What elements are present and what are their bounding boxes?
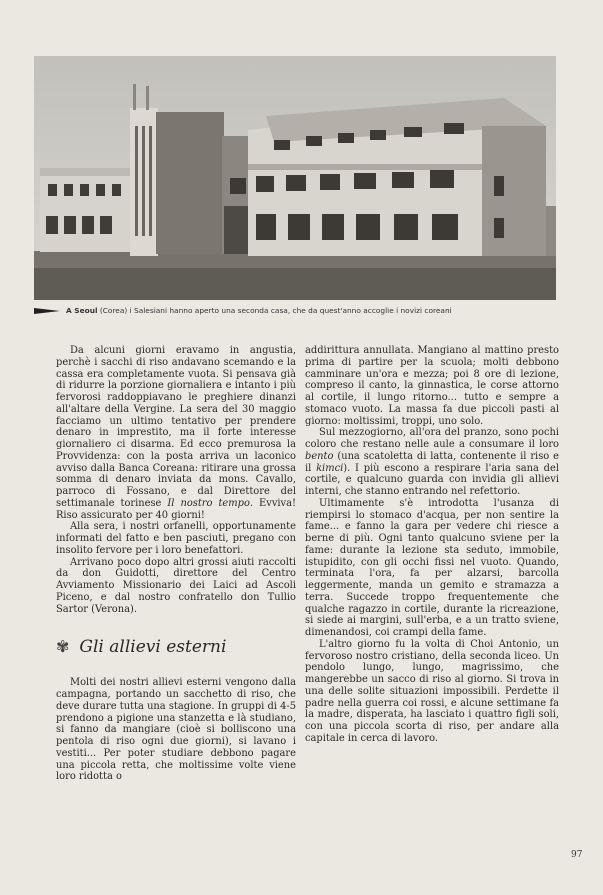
paragraph: Alla sera, i nostri orfanelli, opportunamente informati del fatto e ben pasciuti, pregano con insolito fervore per i loro benefattori. (56, 521, 296, 556)
right-column (305, 345, 559, 745)
caption-text: (Corea) i Salesiani hanno aperto una seconda casa, che da quest'anno accoglie i novizi coreani (97, 306, 452, 315)
photo-caption (34, 306, 558, 316)
paragraph: L'altro giorno fu la volta di Choi Antonio, un fervoroso nostro cristiano, della seconda liceo. Un pendolo lungo, lungo, magrissimo, che mangerebbe un sacco di riso al giorno. Si trova in una delle solite situazioni impossibili. Perdette il padre nella guerra coi rossi, e alcune settimane fa la madre, disperata, ha lasciato i quattro figli soli, con una piccola scorta di riso, per andare alla capitale in cerca di lavoro. (305, 638, 559, 744)
paragraph-text: . Evviva! Riso assicurato per 40 giorni! (56, 497, 296, 521)
paragraph: addirittura annullata. Mangiano al mattino presto prima di partire per la scuola; molti debbono camminare un'ora e mezza; poi 8 ore di lezione, compreso il canto, la ginnastica, le corse attorno al cortile, il lungo ritorno... tutto e sempre a stomaco vuoto. La massa fa due piccoli pasti al giorno: moltissimi, troppi, uno solo. (305, 345, 559, 427)
section-title: Gli allievi esterni (79, 637, 227, 658)
left-column (56, 345, 296, 783)
paragraph-text: Sul mezzogiorno, all'ora del pranzo, sono pochi coloro che restano nelle aule a consumare il loro (305, 427, 559, 450)
magazine-title: Il nostro tempo (167, 497, 250, 509)
building-photo-icon (34, 56, 556, 300)
paragraph: Arrivano poco dopo altri grossi aiuti raccolti da don Guidotti, direttore del Centro Avviamento Missionario dei Laici ad Ascoli Piceno, e dal nostro confratello don Tullio Sartor (Verona). (56, 556, 296, 615)
caption-arrow-icon (34, 308, 60, 314)
paragraph: Ultimamente s'è introdotta l'usanza di riempirsi lo stomaco d'acqua, per non sentire la fame... e fanno la gara per vedere chi riesce a berne di più. Ogni tanto qualcuno sviene per la fame: durante la lezione sta seduto, immobile, istupidito, con gli occhi fissi nel vuoto. Quando, terminata l'ora, fa per alzarsi, barcolla leggermente, manda un gemito e stramazza a terra. Succede troppo frequentemente che qualche ragazzo in cortile, durante la ricreazione, si siede ai margini, sull'erba, e a un tratto sviene, dimenandosi, coi crampi della fame. (305, 497, 559, 638)
paragraph-text: ). I più escono a respirare l'aria sana del cortile, e qualcuno guarda con invidia gli allievi interni, che stanno entrando nel refettorio. (305, 462, 559, 497)
term-kimci: kimci (316, 462, 344, 474)
section-heading (56, 637, 296, 657)
paragraph-text: (una scatoletta di latta, contenente il riso e il (305, 450, 559, 474)
paragraph: Molti dei nostri allievi esterni vengono dalla campagna, portando un sacchetto di riso, che deve durare tutta una stagione. In gruppi di 4-5 prendono a pigione una stanzetta e là studiano, si fanno da mangiare (cioè si bolliscono una pentola di riso ogni due giorni), si lavano i vestiti... Per poter studiare debbono pagare una piccola retta, che moltissime volte viene loro ridotta o (56, 677, 296, 783)
page-number: 97 (571, 850, 583, 860)
paragraph (56, 345, 296, 521)
building-photo (34, 56, 556, 300)
flower-ornament-icon: ✾ (56, 637, 70, 657)
paragraph-text: Da alcuni giorni eravamo in angustia, perchè i sacchi di riso andavano scemando e la cassa era completamente vuota. Si pensava già di ridurre la porzione giornaliera e intanto i più fervorosi raddoppiavano le preghiere dinanzi all'altare della Vergine. La sera del 30 maggio facciamo un ultimo tentativo per prendere denaro in imprestito, ma il forte interesse giornaliero ci disarma. Ed ecco premurosa la Provvidenza: con la posta arriva un laconico avviso dalla Banca Coreana: ritirare una grossa somma di denaro inviata da mons. Cavallo, parroco di Fossano, e dal Direttore del settimanale torinese (56, 345, 296, 509)
caption-place: A Seoul (66, 306, 98, 315)
paragraph (305, 427, 559, 498)
term-bento: bento (305, 450, 334, 462)
